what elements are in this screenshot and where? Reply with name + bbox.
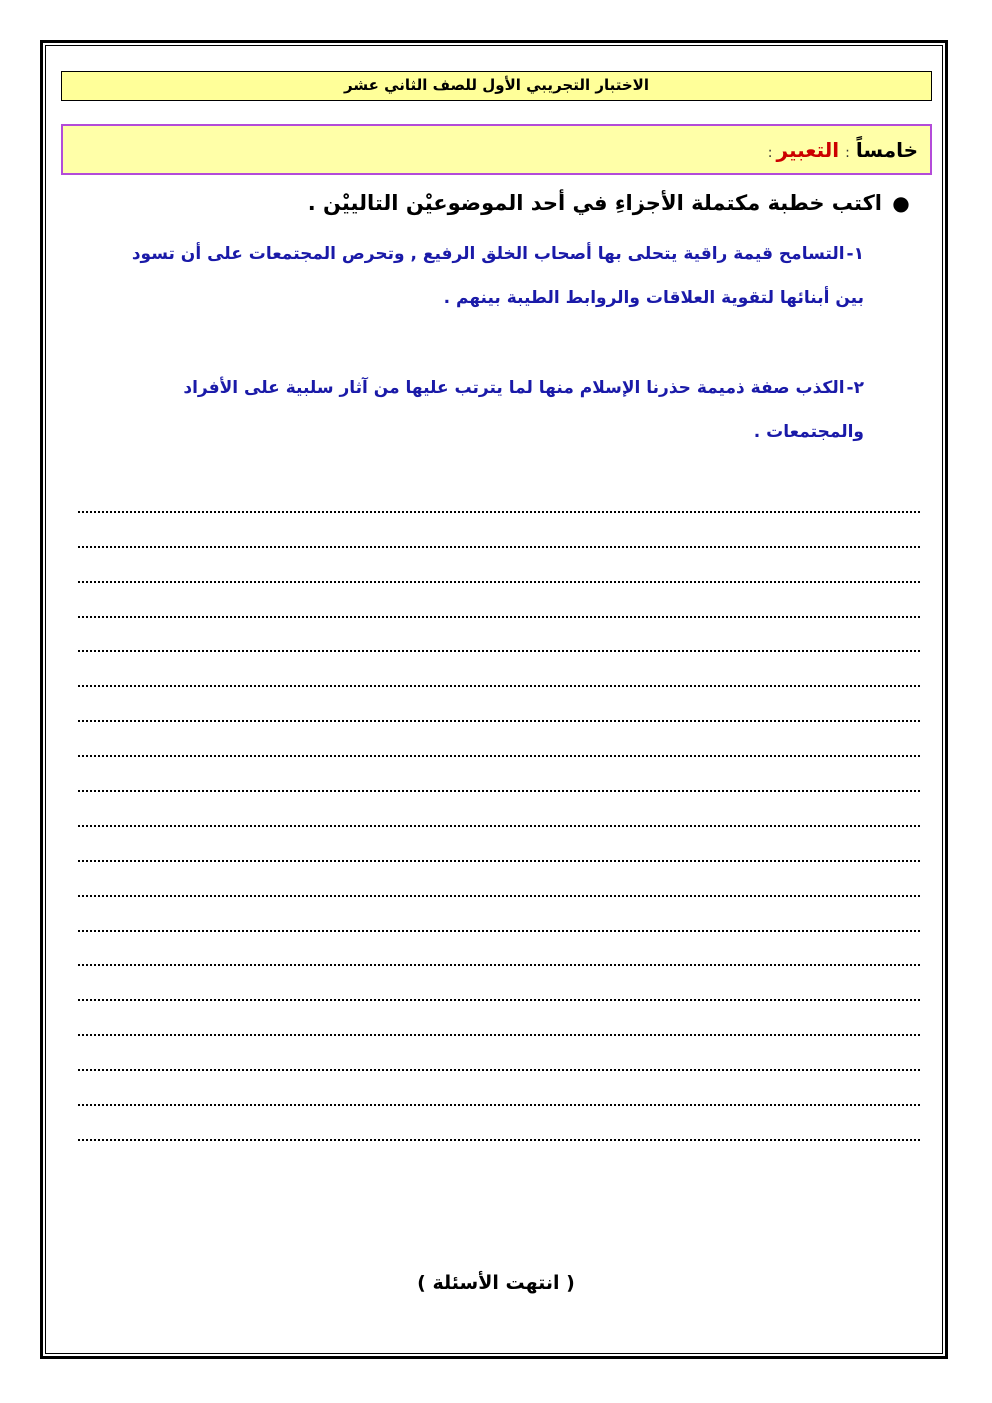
topic-text-line2: بين أبنائها لتقوية العلاقات والروابط الطيبة بينهم . — [443, 288, 864, 308]
instruction-line — [100, 186, 920, 220]
answer-line — [78, 687, 920, 722]
topic-text-line1: التسامح قيمة راقية يتحلى بها أصحاب الخلق الرفيع , وتحرص المجتمعات على أن تسود — [131, 244, 845, 264]
answer-line — [78, 1071, 920, 1106]
answer-line — [78, 652, 920, 687]
answer-line — [78, 897, 920, 932]
section-number-label: خامساً — [855, 138, 918, 162]
answer-line — [78, 583, 920, 618]
end-of-questions — [0, 1272, 992, 1294]
answer-line — [78, 792, 920, 827]
answer-line — [78, 827, 920, 862]
topic-number: ٢- — [846, 378, 864, 398]
section-colon: : — [845, 145, 850, 161]
section-subject: التعبير — [776, 138, 840, 162]
answer-line — [78, 1036, 920, 1071]
answer-line — [78, 862, 920, 897]
exam-title: الاختبار التجريبي الأول للصف الثاني عشر — [344, 76, 649, 94]
answer-lines-area — [78, 478, 920, 1141]
topic-number: ١- — [846, 244, 864, 264]
answer-line — [78, 618, 920, 653]
topic-text-line1: الكذب صفة ذميمة حذرنا الإسلام منها لما يترتب عليها من آثار سلبية على الأفراد — [183, 378, 845, 398]
answer-line — [78, 932, 920, 967]
topic-item-2 — [69, 366, 864, 454]
answer-line — [78, 722, 920, 757]
answer-line — [78, 1001, 920, 1036]
topic-item-1 — [69, 232, 864, 320]
topic-text-line2: والمجتمعات . — [753, 422, 864, 442]
instruction-text: اكتب خطبة مكتملة الأجزاءِ في أحد الموضوعيْن التالييْن . — [307, 191, 882, 215]
answer-line — [78, 478, 920, 513]
bullet-icon: ● — [892, 191, 910, 215]
footer-text: ( انتهت الأسئلة ) — [417, 1272, 575, 1294]
answer-line — [78, 757, 920, 792]
section-trailing-colon: : — [767, 145, 773, 161]
section-heading-box — [61, 124, 932, 175]
answer-line — [78, 966, 920, 1001]
answer-line — [78, 1106, 920, 1141]
exam-title-bar — [61, 71, 932, 101]
answer-line — [78, 513, 920, 548]
answer-line — [78, 548, 920, 583]
